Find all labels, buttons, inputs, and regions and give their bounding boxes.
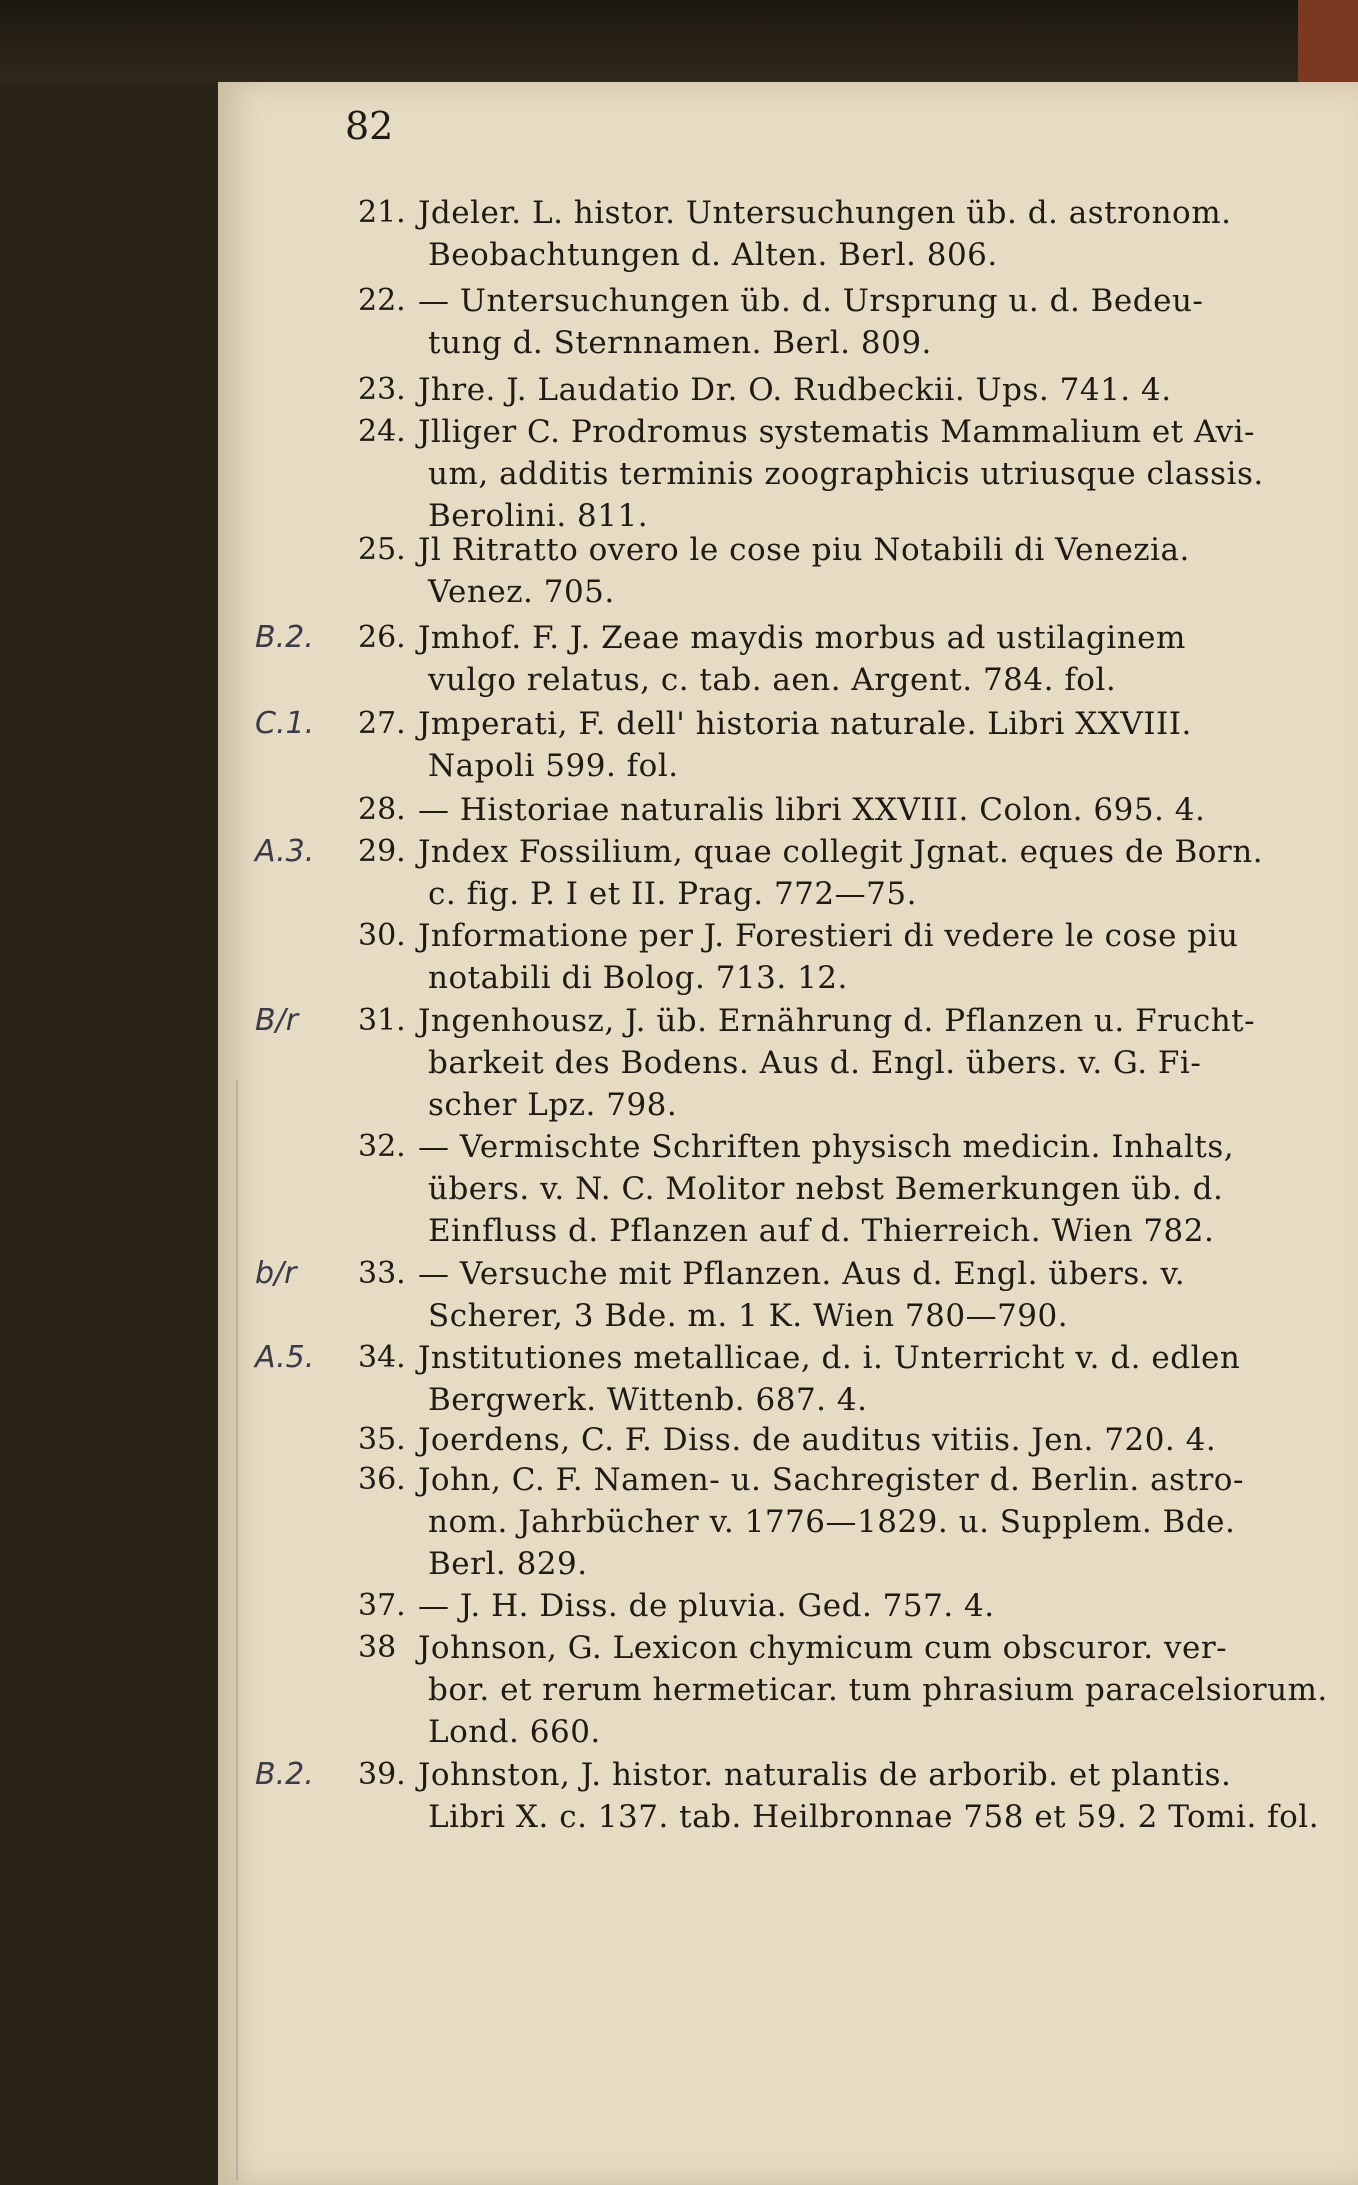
entry-number: 33. [358,1256,406,1291]
entry-continuation-line: übers. v. N. C. Molitor nebst Bemerkungen üb. d. [428,1171,1224,1207]
entry-title-line: Jdeler. L. histor. Untersuchungen üb. d. astronom. [418,195,1232,231]
entry-continuation-line: Berl. 829. [428,1546,588,1582]
handwritten-shelf-note: B.2. [255,620,314,655]
entry-number: 32. [358,1129,406,1164]
entry-number: 27. [358,706,406,741]
entry-title-line: Jngenhousz, J. üb. Ernährung d. Pflanzen u. Frucht- [418,1003,1256,1039]
entry-continuation-line: Scherer, 3 Bde. m. 1 K. Wien 780—790. [428,1298,1069,1334]
entry-continuation-line: notabili di Bolog. 713. 12. [428,960,848,996]
handwritten-shelf-note: B/r [255,1003,299,1038]
entry-number: 34. [358,1340,406,1375]
entry-title-line: Jmperati, F. dell' historia naturale. Libri XXVIII. [418,706,1192,742]
entry-title-line: — Vermischte Schriften physisch medicin. Inhalts, [418,1129,1235,1165]
entry-number: 26. [358,620,406,655]
entry-title-line: Jnformatione per J. Forestieri di vedere le cose piu [418,918,1239,954]
entry-title-line: Jhre. J. Laudatio Dr. O. Rudbeckii. Ups. 741. 4. [418,372,1172,408]
entry-continuation-line: Venez. 705. [428,574,615,610]
entry-continuation-line: um, additis terminis zoographicis utriusque classis. [428,456,1264,492]
page-number: 82 [345,104,394,148]
entry-number: 24. [358,414,406,449]
entry-continuation-line: nom. Jahrbücher v. 1776—1829. u. Supplem. Bde. [428,1504,1236,1540]
handwritten-shelf-note: B.2. [255,1757,314,1792]
entry-title-line: — J. H. Diss. de pluvia. Ged. 757. 4. [418,1588,995,1624]
entry-continuation-line: Bergwerk. Wittenb. 687. 4. [428,1382,868,1418]
handwritten-shelf-note: A.3. [255,834,315,869]
entry-continuation-line: Libri X. c. 137. tab. Heilbronnae 758 et 59. 2 Tomi. fol. [428,1799,1320,1835]
entry-number: 23. [358,372,406,407]
pencil-margin-line [236,1080,238,2180]
entry-continuation-line: scher Lpz. 798. [428,1087,678,1123]
entry-title-line: Johnston, J. histor. naturalis de arborib. et plantis. [418,1757,1232,1793]
entry-continuation-line: bor. et rerum hermeticar. tum phrasium paracelsiorum. [428,1672,1328,1708]
entry-title-line: Jnstitutiones metallicae, d. i. Unterricht v. d. edlen [418,1340,1241,1376]
entry-title-line: Jndex Fossilium, quae collegit Jgnat. eques de Born. [418,834,1264,870]
entry-title-line: Johnson, G. Lexicon chymicum cum obscuror. ver- [418,1630,1228,1666]
entry-number: 38 [358,1630,397,1665]
scan-background-top [0,0,1358,82]
entry-number: 37. [358,1588,406,1623]
entry-number: 30. [358,918,406,953]
handwritten-shelf-note: C.1. [255,706,315,741]
entry-number: 22. [358,283,406,318]
entry-continuation-line: Lond. 660. [428,1714,601,1750]
entry-title-line: — Historiae naturalis libri XXVIII. Colon. 695. 4. [418,792,1206,828]
handwritten-shelf-note: b/r [255,1256,297,1291]
entry-title-line: — Untersuchungen üb. d. Ursprung u. d. Bedeu- [418,283,1204,319]
entry-continuation-line: Einfluss d. Pflanzen auf d. Thierreich. Wien 782. [428,1213,1215,1249]
entry-continuation-line: Napoli 599. fol. [428,748,679,784]
entry-title-line: — Versuche mit Pflanzen. Aus d. Engl. übers. v. [418,1256,1186,1292]
entry-title-line: Jlliger C. Prodromus systematis Mammalium et Avi- [418,414,1256,450]
entry-continuation-line: Berolini. 811. [428,498,649,534]
entry-continuation-line: barkeit des Bodens. Aus d. Engl. übers. v. G. Fi- [428,1045,1202,1081]
entry-title-line: Jl Ritratto overo le cose piu Notabili di Venezia. [418,532,1190,568]
entry-number: 28. [358,792,406,827]
entry-number: 35. [358,1422,406,1457]
entry-number: 36. [358,1462,406,1497]
entry-number: 31. [358,1003,406,1038]
entry-continuation-line: vulgo relatus, c. tab. aen. Argent. 784. fol. [428,662,1117,698]
scan-corner [1298,0,1358,90]
entry-number: 39. [358,1757,406,1792]
entry-title-line: Joerdens, C. F. Diss. de auditus vitiis. Jen. 720. 4. [418,1422,1217,1458]
entry-number: 25. [358,532,406,567]
entry-continuation-line: Beobachtungen d. Alten. Berl. 806. [428,237,998,273]
entry-title-line: Jmhof. F. J. Zeae maydis morbus ad ustilaginem [418,620,1186,656]
entry-title-line: John, C. F. Namen- u. Sachregister d. Berlin. astro- [418,1462,1244,1498]
entry-continuation-line: c. fig. P. I et II. Prag. 772—75. [428,876,917,912]
entry-continuation-line: tung d. Sternnamen. Berl. 809. [428,325,932,361]
entry-number: 29. [358,834,406,869]
handwritten-shelf-note: A.5. [255,1340,315,1375]
entry-number: 21. [358,195,406,230]
